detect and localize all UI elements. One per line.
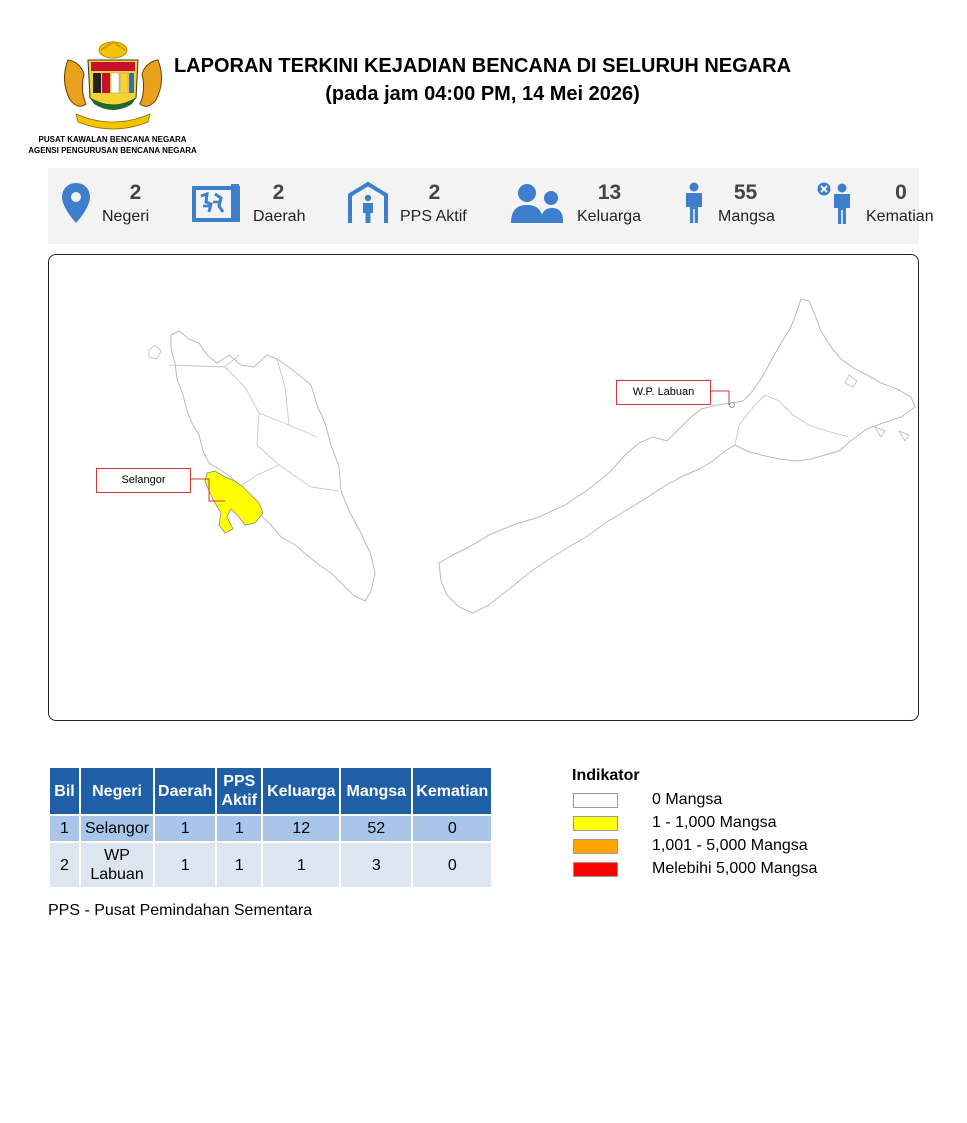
cell-daerah: 1 [155,843,215,887]
table-row [50,843,491,887]
legend-item [572,814,777,837]
legend-swatch [573,816,618,831]
malaysia-map [48,254,919,721]
header-daerah: Daerah [155,768,215,814]
stat-label: Daerah [253,208,306,225]
callout-labuan: W.P. Labuan [616,380,711,405]
title-line2: (pada jam 04:00 PM, 14 Mei 2026) [325,83,640,105]
stat-value: 55 [733,181,758,204]
header-bil: Bil [50,768,79,814]
coat-of-arms-icon [58,40,168,130]
cell-mangsa: 52 [341,816,411,841]
header-keluarga: Keluarga [263,768,339,814]
callout-selangor: Selangor [96,468,191,493]
legend-title: Indikator [572,767,640,784]
stat-label: PPS Aktif [400,208,467,225]
stat-value: 2 [272,181,285,204]
page-title [160,52,805,108]
person-icon [682,182,706,224]
cell-kematian: 0 [413,816,491,841]
map-legend [572,767,818,883]
cell-pps-aktif: 1 [217,816,261,841]
header-pps-aktif: PPS Aktif [217,768,261,814]
legend-label: 0 Mangsa [652,791,723,808]
legend-label: 1 - 1,000 Mangsa [652,814,777,831]
legend-item [572,837,808,860]
stat-value: 13 [597,181,622,204]
table-row [50,816,491,841]
stat-label: Kematian [866,208,934,225]
legend-item [572,791,723,814]
stat-label: Mangsa [718,208,775,225]
shelter-icon [347,181,389,225]
agency-name [20,134,205,156]
location-pin-icon [60,181,92,225]
agency-line2: AGENSI PENGURUSAN BENCANA NEGARA [28,146,197,155]
cell-pps-aktif: 1 [217,843,261,887]
borneo-outline [439,299,915,613]
header-mangsa: Mangsa [341,768,411,814]
stat-label: Keluarga [577,208,642,225]
legend-label: Melebihi 5,000 Mangsa [652,860,818,877]
stat-value: 0 [895,181,907,204]
cell-mangsa: 3 [341,843,411,887]
stat-value: 2 [129,181,142,204]
cell-negeri: WP Labuan [81,843,153,887]
summary-stats-bar [48,168,934,244]
header-negeri: Negeri [81,768,153,814]
agency-line1: PUSAT KAWALAN BENCANA NEGARA [38,135,187,144]
cell-kematian: 0 [413,843,491,887]
labuan-leader-line [709,391,729,405]
legend-item [572,860,818,883]
district-map-icon [191,182,241,224]
cell-bil: 1 [50,816,79,841]
family-icon [510,183,564,223]
person-deceased-icon [816,181,854,225]
cell-negeri: Selangor [81,816,153,841]
cell-keluarga: 1 [263,843,339,887]
title-line1: LAPORAN TERKINI KEJADIAN BENCANA DI SELURUH NEGARA [173,55,792,77]
legend-label: 1,001 - 5,000 Mangsa [652,837,808,854]
stat-label: Negeri [102,208,150,225]
table-header-row [50,768,491,814]
legend-swatch [573,839,618,854]
stat-value: 2 [428,181,441,204]
cell-keluarga: 12 [263,816,339,841]
footnote: PPS - Pusat Pemindahan Sementara [48,902,313,919]
legend-swatch [573,862,618,877]
legend-swatch [573,793,618,808]
header-kematian: Kematian [413,768,491,814]
peninsular-outline [171,331,375,601]
cell-daerah: 1 [155,816,215,841]
cell-bil: 2 [50,843,79,887]
disaster-summary-table [48,766,493,889]
